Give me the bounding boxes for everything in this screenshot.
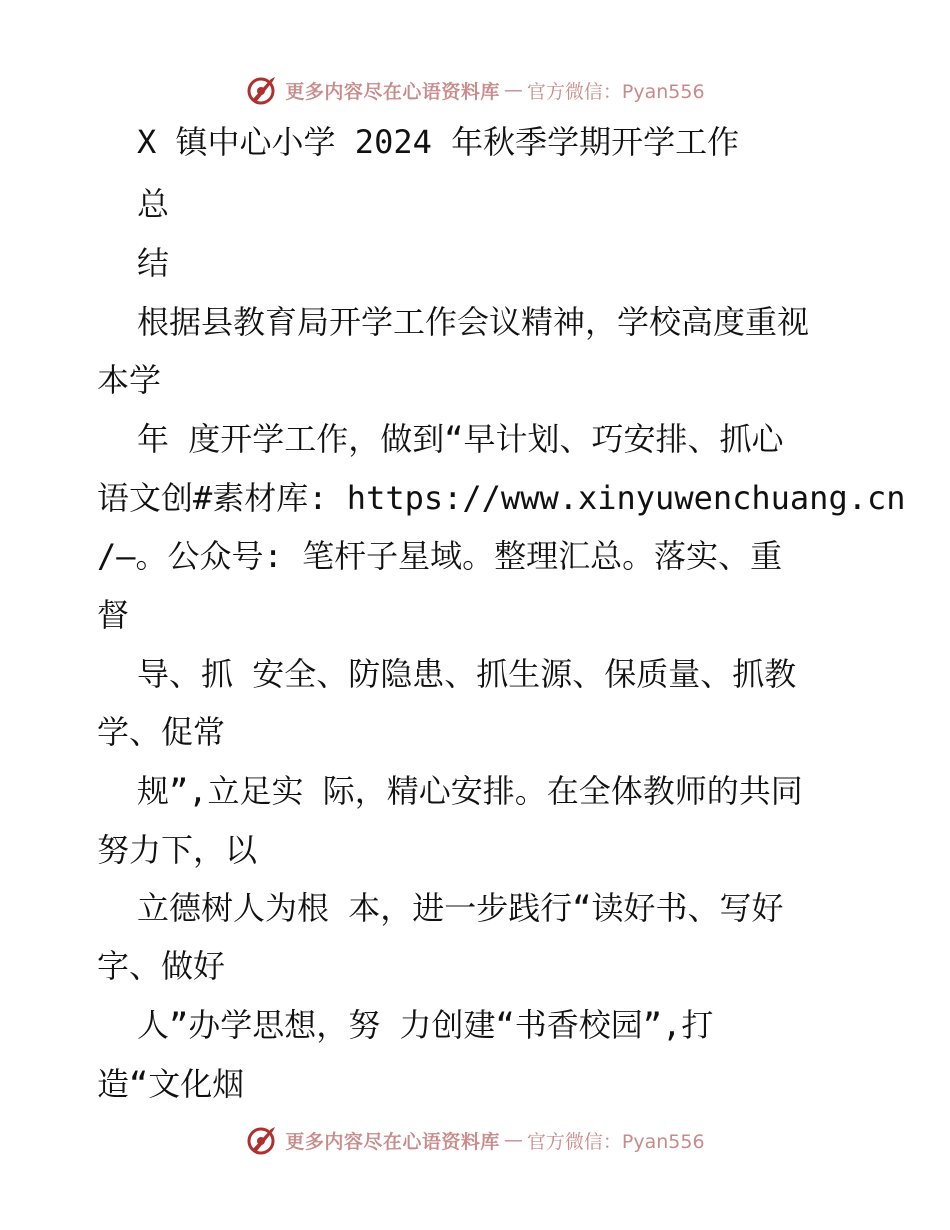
body-line: 总: [137, 185, 170, 223]
body-line: 造“文化烟: [97, 1065, 245, 1103]
body-line: X 镇中心小学 2024 年秋季学期开学工作: [137, 123, 740, 161]
quill-logo-icon: [245, 73, 279, 107]
body-line: 根据县教育局开学工作会议精神，学校高度重视: [137, 303, 810, 341]
body-line: 语文创#素材库: https://www.xinyuwenchuang.cn: [97, 479, 906, 517]
body-line: 年 度开学工作，做到“早计划、巧安排、抓心: [137, 420, 784, 458]
body-line: 规”,立足实 际，精心安排。在全体教师的共同: [137, 772, 803, 810]
body-line: /—。公众号: 笔杆子星域。整理汇总。落实、重: [97, 537, 783, 575]
watermark-separator: —: [503, 1129, 523, 1151]
watermark-text: 更多内容尽在心语资料库: [285, 1130, 500, 1153]
quill-logo-icon: [245, 1123, 279, 1157]
watermark-wechat: 官方微信：Pyan556: [526, 80, 705, 103]
watermark-separator: —: [503, 79, 523, 101]
body-line: 本学: [97, 361, 162, 399]
body-line: 人”办学思想，努 力创建“书香校园”,打: [137, 1006, 714, 1044]
header-watermark: [0, 70, 950, 110]
watermark-wechat: 官方微信：Pyan556: [526, 1130, 705, 1153]
body-line: 导、抓 安全、防隐患、抓生源、保质量、抓教: [137, 655, 797, 693]
body-line: 立德树人为根 本，进一步践行“读好书、写好: [137, 889, 784, 927]
body-line: 结: [137, 244, 170, 282]
watermark-text: 更多内容尽在心语资料库: [285, 80, 500, 103]
body-line: 督: [97, 596, 130, 634]
body-line: 努力下，以: [97, 831, 258, 869]
footer-watermark: [0, 1120, 950, 1160]
body-line: 学、促常: [97, 713, 226, 751]
body-line: 字、做好: [97, 947, 226, 985]
